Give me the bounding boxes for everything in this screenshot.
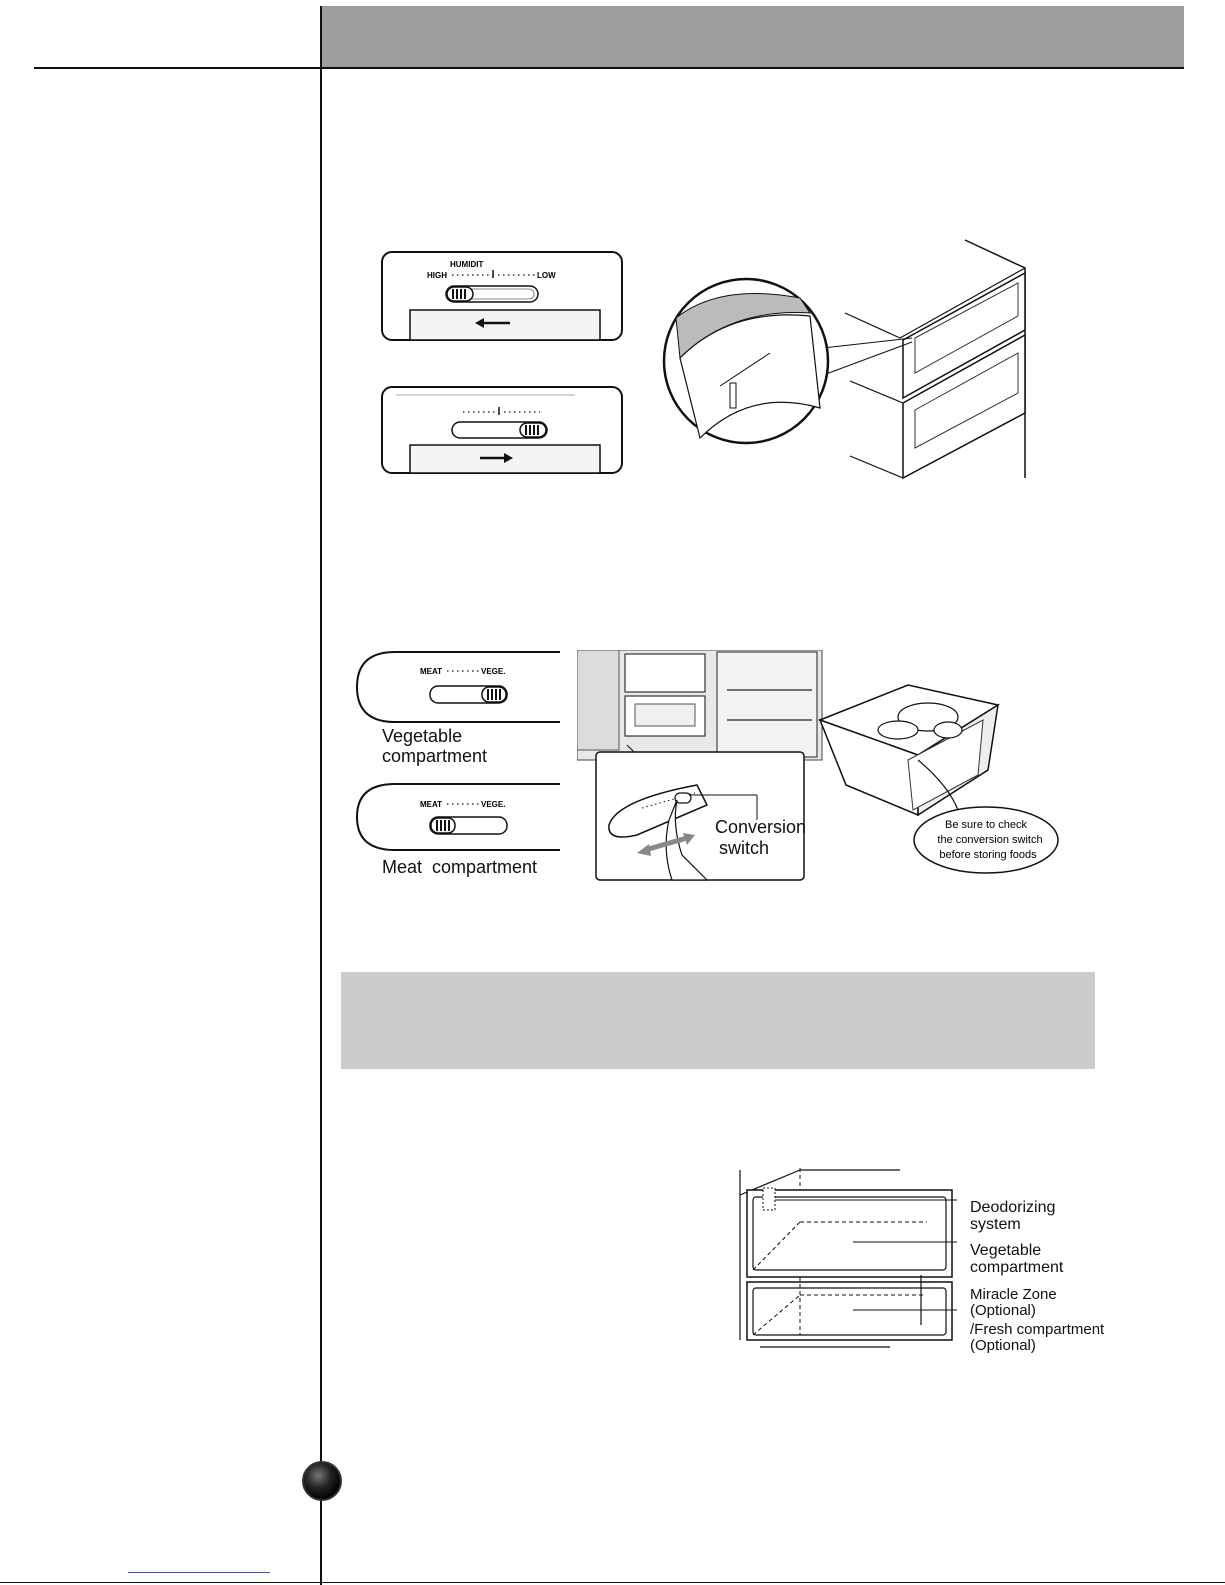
legend-deodorizing-line1: Deodorizing: [970, 1199, 1056, 1216]
header-bar: [322, 6, 1184, 67]
bottom-rule: [0, 1582, 1225, 1583]
legend-miracle-line2: (Optional): [970, 1302, 1036, 1319]
humidity-low-label: LOW: [537, 271, 556, 280]
page-divider-line: [320, 6, 322, 1585]
legend-vegetable-line1: Vegetable: [970, 1242, 1042, 1259]
meat-label-top: MEAT: [420, 667, 443, 676]
note-gray-box: [341, 972, 1095, 1069]
legend-deodorizing-line2: system: [970, 1216, 1021, 1233]
conversion-switch-caption: [715, 817, 806, 859]
bubble-line2: the conversion switch: [937, 834, 1043, 846]
legend-vegetable: [970, 1242, 1063, 1276]
legend-fresh-line2: (Optional): [970, 1337, 1036, 1354]
legend-fresh-line1: /Fresh compartment: [970, 1321, 1105, 1338]
conversion-switch-caption-line2: switch: [719, 838, 770, 858]
bubble-line3: before storing foods: [939, 849, 1037, 861]
legend-miracle-zone: [970, 1287, 1104, 1354]
legend-vegetable-line2: compartment: [970, 1259, 1064, 1276]
conversion-switch-caption-line1: Conversion: [715, 817, 807, 837]
footer-link-underline: [128, 1572, 270, 1573]
legend-miracle-line1: Miracle Zone: [970, 1286, 1057, 1303]
vegetable-caption-line2: compartment: [382, 746, 488, 766]
legend-deodorizing: [970, 1199, 1055, 1233]
vege-label-top: VEGE.: [481, 667, 506, 676]
conversion-switch-vegetable: [355, 650, 565, 728]
humidity-switch-low-panel: [380, 385, 625, 480]
conversion-switch-meat: [355, 782, 565, 854]
humidity-switch-high-panel: [380, 250, 625, 345]
vege-label-bottom: VEGE.: [481, 800, 506, 809]
meat-label-bottom: MEAT: [420, 800, 443, 809]
vegetable-caption-line1: Vegetable: [382, 726, 463, 746]
bubble-line1: Be sure to check: [945, 819, 1027, 831]
drawer-with-food-illustration: [818, 675, 1063, 880]
meat-caption: Meat compartment: [382, 857, 538, 877]
page-marker-dot: [302, 1461, 342, 1501]
header-rule: [34, 67, 1184, 69]
vegetable-caption: [382, 726, 487, 766]
refrigerator-drawers-illustration: [660, 238, 1060, 483]
humidity-label: HUMIDIT: [450, 260, 484, 269]
drawer-diagram: [735, 1165, 975, 1350]
humidity-high-label: HIGH: [427, 271, 447, 280]
